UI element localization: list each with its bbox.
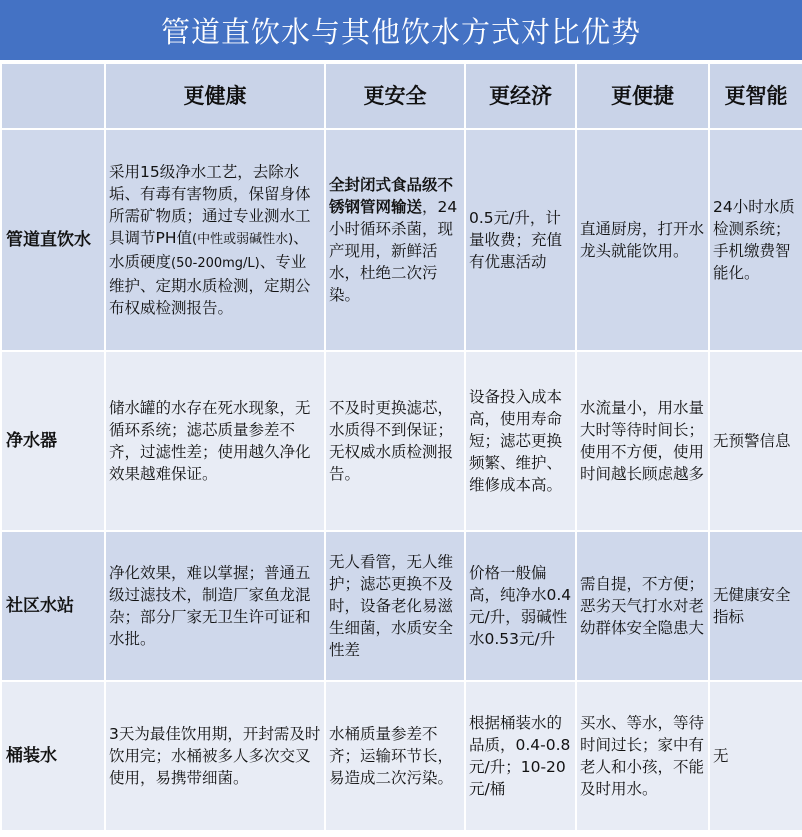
cell-health-text: 采用15级净水工艺，去除水垢、有毒有害物质，保留身体所需矿物质；通过专业测水工具调节PH值 — [109, 163, 311, 247]
cell-safety-text: ，24小时循环杀菌，现产现用，新鲜活水，杜绝二次污染。 — [329, 198, 458, 304]
cell-economy: 设备投入成本高，使用寿命短；滤芯更换频繁、维护、维修成本高。 — [465, 351, 576, 531]
cell-safety-highlight: 全封闭式食品级不锈钢管网输送 — [329, 176, 454, 216]
cell-smart: 24小时水质检测系统；手机缴费智能化。 — [709, 129, 802, 351]
cell-health-text-2: 、水质硬度 — [109, 229, 309, 271]
header-row — [1, 63, 802, 129]
cell-health-note: (中性或弱碱性水) — [192, 232, 294, 247]
header-smart: 更智能 — [709, 63, 802, 129]
table-row-community-station — [1, 531, 802, 681]
cell-safety: 不及时更换滤芯，水质得不到保证；无权威水质检测报告。 — [325, 351, 465, 531]
cell-smart: 无预警信息 — [709, 351, 802, 531]
cell-health: 3天为最佳饮用期，开封需及时饮用完；水桶被多人多次交叉使用，易携带细菌。 — [105, 681, 325, 831]
cell-safety — [325, 129, 465, 351]
header-corner — [1, 63, 105, 129]
cell-safety: 无人看管，无人维护；滤芯更换不及时，设备老化易滋生细菌，水质安全性差 — [325, 531, 465, 681]
cell-smart: 无健康安全指标 — [709, 531, 802, 681]
table-row-bottled — [1, 681, 802, 831]
cell-convenience: 水流量小，用水量大时等待时间长；使用不方便，使用时间越长顾虑越多 — [576, 351, 709, 531]
table-row-purifier — [1, 351, 802, 531]
header-economy: 更经济 — [465, 63, 576, 129]
cell-health-range: (50-200mg/L) — [171, 256, 260, 271]
cell-safety: 水桶质量参差不齐；运输环节长，易造成二次污染。 — [325, 681, 465, 831]
cell-health: 储水罐的水存在死水现象，无循环系统；滤芯质量参差不齐，过滤性差；使用越久净化效果越难保证。 — [105, 351, 325, 531]
row-label: 净水器 — [1, 351, 105, 531]
header-health: 更健康 — [105, 63, 325, 129]
cell-economy: 根据桶装水的品质，0.4-0.8元/升；10-20元/桶 — [465, 681, 576, 831]
comparison-table — [0, 62, 802, 832]
cell-smart: 无 — [709, 681, 802, 831]
cell-convenience: 买水、等水，等待时间过长；家中有老人和小孩，不能及时用水。 — [576, 681, 709, 831]
cell-convenience: 需自提，不方便；恶劣天气打水对老幼群体安全隐患大 — [576, 531, 709, 681]
row-label: 桶装水 — [1, 681, 105, 831]
page-title: 管道直饮水与其他饮水方式对比优势 — [0, 0, 802, 60]
row-label: 管道直饮水 — [1, 129, 105, 351]
cell-health — [105, 129, 325, 351]
cell-health-text-3: 、专业维护、定期水质检测，定期公布权威检测报告。 — [109, 253, 311, 317]
row-label: 社区水站 — [1, 531, 105, 681]
header-convenience: 更便捷 — [576, 63, 709, 129]
table-row-pipeline — [1, 129, 802, 351]
cell-health: 净化效果，难以掌握；普通五级过滤技术，制造厂家鱼龙混杂；部分厂家无卫生许可证和水批。 — [105, 531, 325, 681]
header-safety: 更安全 — [325, 63, 465, 129]
cell-convenience: 直通厨房，打开水龙头就能饮用。 — [576, 129, 709, 351]
cell-economy: 0.5元/升，计量收费；充值有优惠活动 — [465, 129, 576, 351]
cell-economy: 价格一般偏高，纯净水0.4元/升，弱碱性水0.53元/升 — [465, 531, 576, 681]
